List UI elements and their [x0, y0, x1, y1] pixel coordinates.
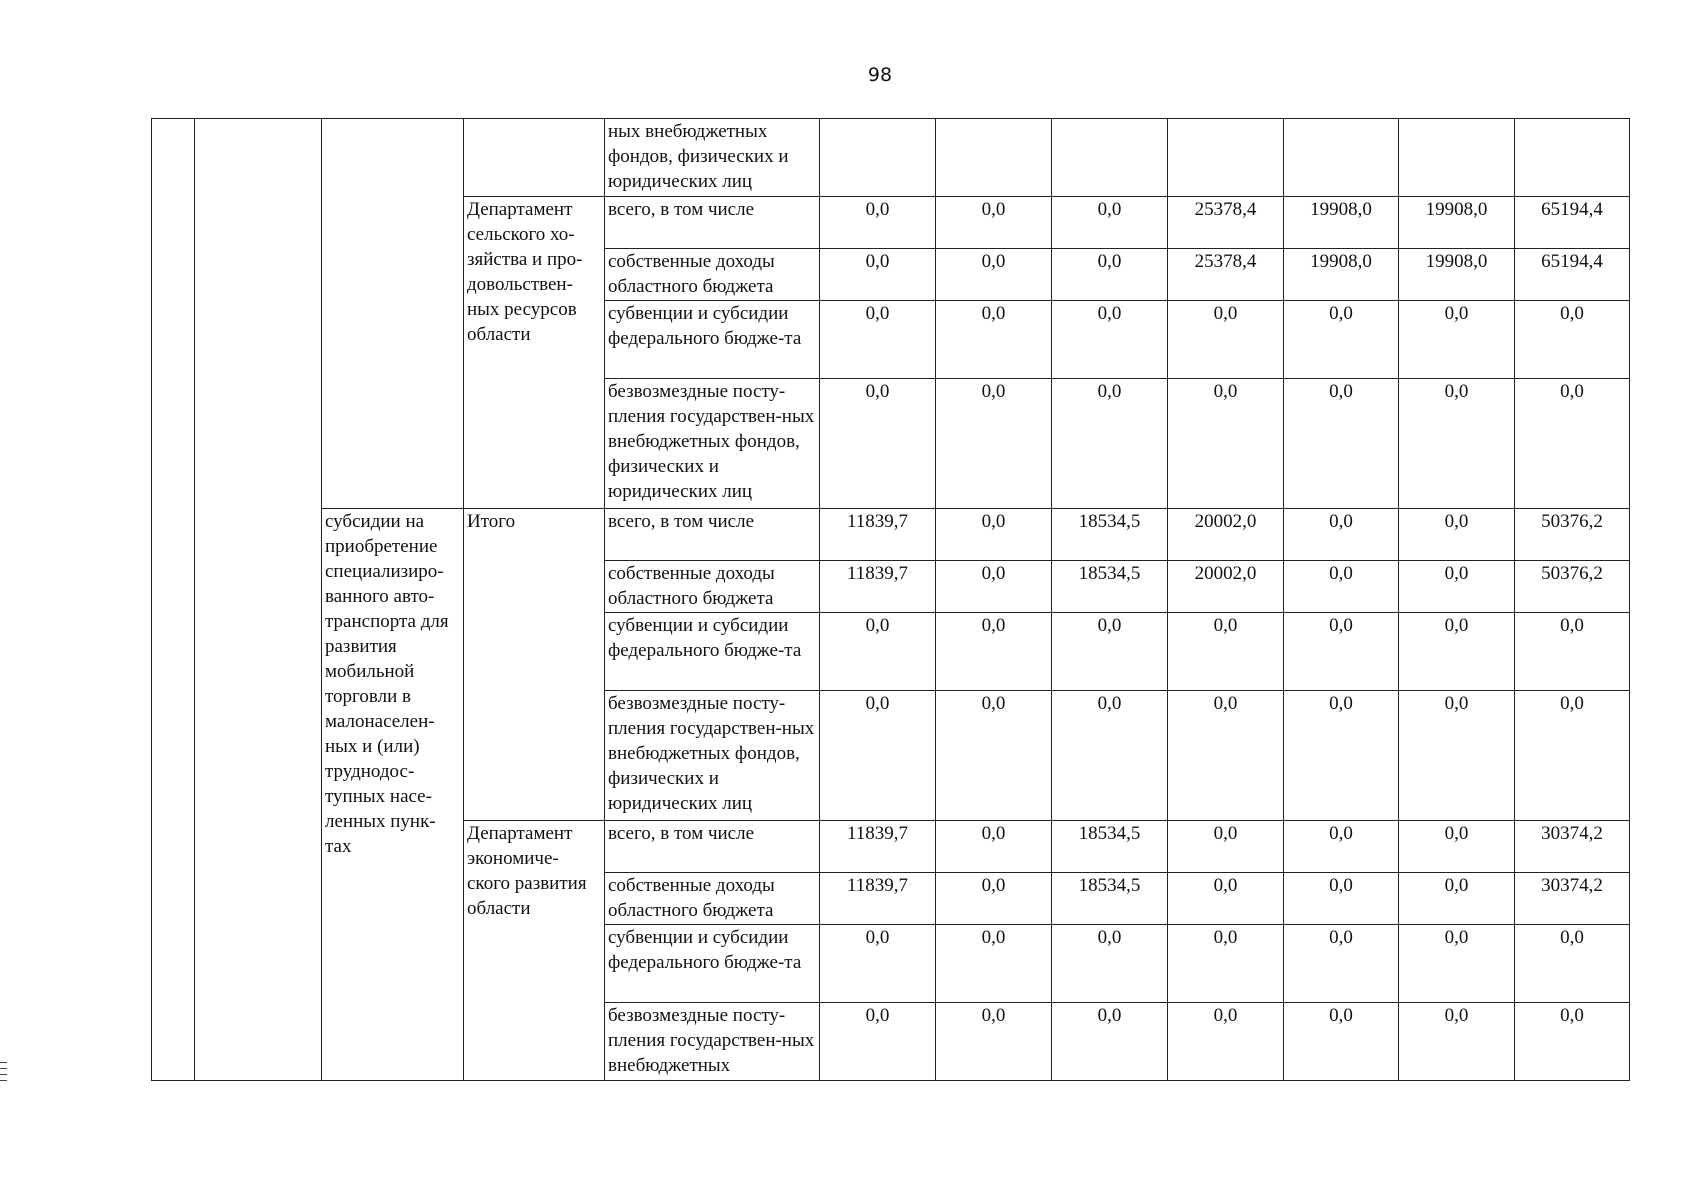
- source-cell: всего, в том числе: [605, 821, 820, 873]
- value-cell: 0,0: [1168, 691, 1284, 821]
- value-cell: 0,0: [820, 301, 936, 379]
- value-cell: 0,0: [1052, 249, 1168, 301]
- value-cell: 0,0: [1284, 379, 1399, 509]
- value-cell: 0,0: [1399, 925, 1515, 1003]
- value-cell: 0,0: [1168, 873, 1284, 925]
- value-cell: 19908,0: [1284, 249, 1399, 301]
- value-cell: [1052, 119, 1168, 197]
- value-cell: 0,0: [1284, 613, 1399, 691]
- value-cell: 0,0: [1515, 691, 1630, 821]
- source-cell: ных внебюджетных фондов, физических и юридических лиц: [605, 119, 820, 197]
- value-cell: 0,0: [1168, 301, 1284, 379]
- table-row: [152, 509, 1630, 561]
- value-cell: 0,0: [1399, 821, 1515, 873]
- value-cell: [936, 119, 1052, 197]
- value-cell: [1284, 119, 1399, 197]
- table-row: [152, 119, 1630, 197]
- value-cell: 19908,0: [1284, 197, 1399, 249]
- value-cell: 0,0: [820, 249, 936, 301]
- empty-col-2: [195, 119, 322, 1081]
- value-cell: 25378,4: [1168, 197, 1284, 249]
- source-cell: безвозмездные посту-пления государствен-ных внебюджетных фондов, физических и юридических лиц: [605, 379, 820, 509]
- value-cell: 0,0: [820, 197, 936, 249]
- value-cell: 0,0: [936, 561, 1052, 613]
- value-cell: 19908,0: [1399, 197, 1515, 249]
- value-cell: 0,0: [1052, 379, 1168, 509]
- value-cell: 0,0: [1284, 873, 1399, 925]
- executor-total: Итого: [464, 509, 605, 821]
- value-cell: 0,0: [1052, 197, 1168, 249]
- value-cell: 0,0: [1515, 379, 1630, 509]
- value-cell: 0,0: [936, 613, 1052, 691]
- value-cell: 0,0: [1168, 613, 1284, 691]
- value-cell: 0,0: [1399, 561, 1515, 613]
- budget-table: [151, 118, 1630, 1081]
- value-cell: 0,0: [936, 197, 1052, 249]
- value-cell: 0,0: [1052, 691, 1168, 821]
- value-cell: 19908,0: [1399, 249, 1515, 301]
- value-cell: 30374,2: [1515, 821, 1630, 873]
- value-cell: [1515, 119, 1630, 197]
- value-cell: 0,0: [936, 691, 1052, 821]
- value-cell: 0,0: [936, 925, 1052, 1003]
- value-cell: 0,0: [1284, 691, 1399, 821]
- value-cell: 11839,7: [820, 873, 936, 925]
- value-cell: 11839,7: [820, 821, 936, 873]
- value-cell: 0,0: [1399, 301, 1515, 379]
- value-cell: 0,0: [1515, 301, 1630, 379]
- value-cell: 18534,5: [1052, 873, 1168, 925]
- value-cell: 0,0: [1515, 613, 1630, 691]
- value-cell: 0,0: [820, 613, 936, 691]
- value-cell: 0,0: [1515, 925, 1630, 1003]
- value-cell: 0,0: [820, 1003, 936, 1081]
- value-cell: 0,0: [1168, 379, 1284, 509]
- value-cell: 0,0: [1284, 1003, 1399, 1081]
- value-cell: 0,0: [1399, 379, 1515, 509]
- value-cell: 0,0: [1284, 301, 1399, 379]
- value-cell: 0,0: [936, 509, 1052, 561]
- value-cell: 0,0: [1052, 301, 1168, 379]
- value-cell: 65194,4: [1515, 249, 1630, 301]
- executor-cell-prev: [464, 119, 605, 197]
- value-cell: 0,0: [1284, 925, 1399, 1003]
- source-cell: всего, в том числе: [605, 197, 820, 249]
- source-cell: собственные доходы областного бюджета: [605, 249, 820, 301]
- value-cell: [1168, 119, 1284, 197]
- source-cell: всего, в том числе: [605, 509, 820, 561]
- value-cell: 0,0: [1515, 1003, 1630, 1081]
- value-cell: 0,0: [936, 249, 1052, 301]
- value-cell: 0,0: [936, 821, 1052, 873]
- value-cell: [820, 119, 936, 197]
- value-cell: [1399, 119, 1515, 197]
- value-cell: 0,0: [1052, 613, 1168, 691]
- executor-economy: Департамент экономиче-ского развития области: [464, 821, 605, 1081]
- source-cell: субвенции и субсидии федерального бюдже-та: [605, 613, 820, 691]
- value-cell: 25378,4: [1168, 249, 1284, 301]
- value-cell: 0,0: [1284, 561, 1399, 613]
- value-cell: 0,0: [1168, 1003, 1284, 1081]
- value-cell: 0,0: [820, 925, 936, 1003]
- value-cell: 0,0: [1168, 925, 1284, 1003]
- value-cell: 0,0: [936, 301, 1052, 379]
- value-cell: 0,0: [820, 379, 936, 509]
- source-cell: безвозмездные посту-пления государствен-ных внебюджетных фондов, физических и юридических лиц: [605, 691, 820, 821]
- source-cell: субвенции и субсидии федерального бюдже-та: [605, 301, 820, 379]
- source-cell: собственные доходы областного бюджета: [605, 873, 820, 925]
- value-cell: 18534,5: [1052, 821, 1168, 873]
- value-cell: 0,0: [1052, 1003, 1168, 1081]
- value-cell: 0,0: [1399, 1003, 1515, 1081]
- value-cell: 18534,5: [1052, 561, 1168, 613]
- measure-cell: субсидии на приобретение специализиро-ванного авто-транспорта для развития мобильной торговли в малонаселен-ных и (или) труднодос-тупных насе-ленных пунк-тах: [322, 509, 464, 1081]
- value-cell: 65194,4: [1515, 197, 1630, 249]
- value-cell: 50376,2: [1515, 509, 1630, 561]
- value-cell: 0,0: [1399, 509, 1515, 561]
- source-cell: собственные доходы областного бюджета: [605, 561, 820, 613]
- scan-marks: [0, 1062, 8, 1086]
- value-cell: 0,0: [936, 379, 1052, 509]
- value-cell: 11839,7: [820, 509, 936, 561]
- value-cell: 0,0: [1399, 873, 1515, 925]
- value-cell: 20002,0: [1168, 561, 1284, 613]
- value-cell: 11839,7: [820, 561, 936, 613]
- value-cell: 50376,2: [1515, 561, 1630, 613]
- value-cell: 30374,2: [1515, 873, 1630, 925]
- measure-cell-prev: [322, 119, 464, 509]
- source-cell: безвозмездные посту-пления государствен-ных внебюджетных: [605, 1003, 820, 1081]
- value-cell: 20002,0: [1168, 509, 1284, 561]
- value-cell: 0,0: [820, 691, 936, 821]
- value-cell: 0,0: [1284, 509, 1399, 561]
- value-cell: 0,0: [1168, 821, 1284, 873]
- source-cell: субвенции и субсидии федерального бюдже-та: [605, 925, 820, 1003]
- empty-col-1: [152, 119, 195, 1081]
- value-cell: 0,0: [1399, 613, 1515, 691]
- value-cell: 0,0: [1284, 821, 1399, 873]
- value-cell: 18534,5: [1052, 509, 1168, 561]
- page-number: 98: [867, 64, 893, 86]
- value-cell: 0,0: [1399, 691, 1515, 821]
- value-cell: 0,0: [1052, 925, 1168, 1003]
- value-cell: 0,0: [936, 1003, 1052, 1081]
- value-cell: 0,0: [936, 873, 1052, 925]
- executor-agriculture: Департамент сельского хо-зяйства и про-довольствен-ных ресурсов области: [464, 197, 605, 509]
